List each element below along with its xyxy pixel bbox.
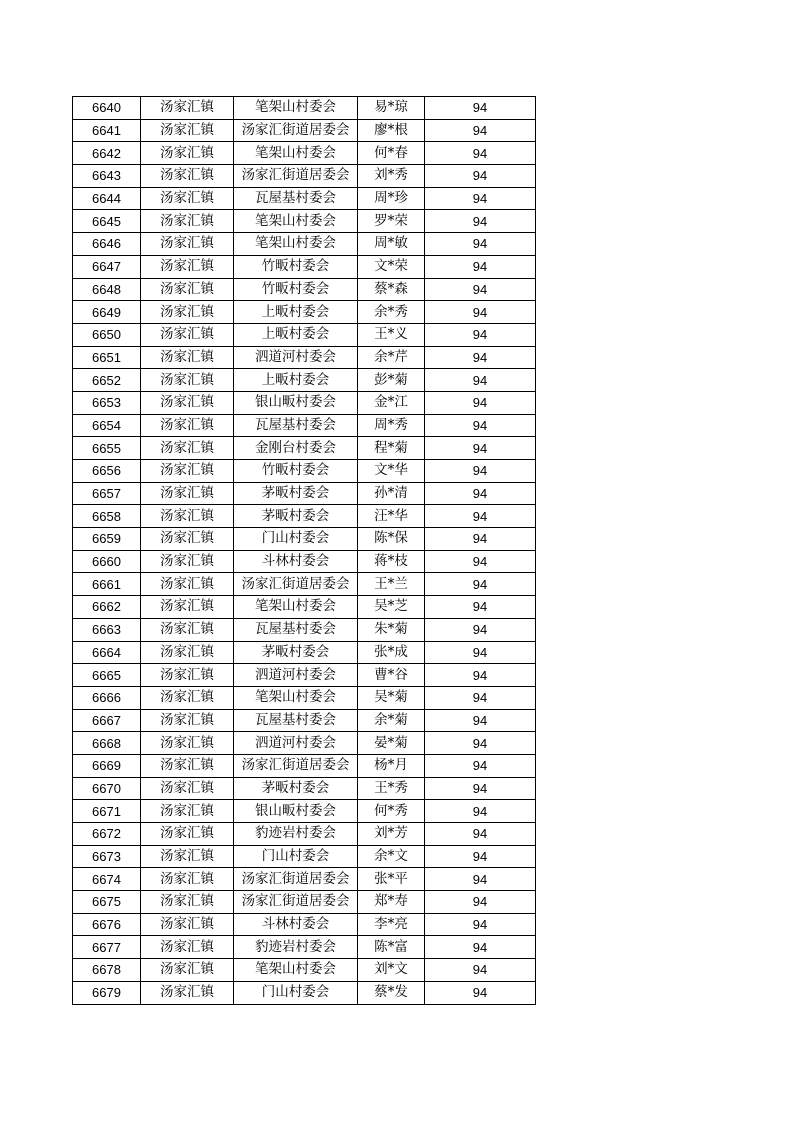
committee-cell: 上畈村委会 [234, 369, 358, 392]
serial-number-cell: 6655 [73, 437, 141, 460]
name-cell: 余*菊 [358, 709, 425, 732]
serial-number-cell: 6668 [73, 732, 141, 755]
town-cell: 汤家汇镇 [141, 460, 234, 483]
score-cell: 94 [425, 709, 536, 732]
score-cell: 94 [425, 936, 536, 959]
score-cell: 94 [425, 845, 536, 868]
serial-number-cell: 6642 [73, 142, 141, 165]
name-cell: 王*秀 [358, 777, 425, 800]
score-cell: 94 [425, 482, 536, 505]
table-row [73, 142, 536, 165]
score-cell: 94 [425, 119, 536, 142]
score-cell: 94 [425, 891, 536, 914]
serial-number-cell: 6645 [73, 210, 141, 233]
town-cell: 汤家汇镇 [141, 868, 234, 891]
town-cell: 汤家汇镇 [141, 505, 234, 528]
name-cell: 张*平 [358, 868, 425, 891]
score-cell: 94 [425, 323, 536, 346]
serial-number-cell: 6670 [73, 777, 141, 800]
score-cell: 94 [425, 959, 536, 982]
table-row [73, 800, 536, 823]
town-cell: 汤家汇镇 [141, 709, 234, 732]
name-cell: 杨*月 [358, 754, 425, 777]
name-cell: 罗*荣 [358, 210, 425, 233]
committee-cell: 上畈村委会 [234, 323, 358, 346]
town-cell: 汤家汇镇 [141, 959, 234, 982]
score-cell: 94 [425, 437, 536, 460]
table-row [73, 505, 536, 528]
table-row [73, 732, 536, 755]
committee-cell: 茅畈村委会 [234, 641, 358, 664]
table-row [73, 482, 536, 505]
serial-number-cell: 6650 [73, 323, 141, 346]
serial-number-cell: 6669 [73, 754, 141, 777]
name-cell: 何*春 [358, 142, 425, 165]
name-cell: 吴*芝 [358, 596, 425, 619]
name-cell: 刘*文 [358, 959, 425, 982]
serial-number-cell: 6676 [73, 913, 141, 936]
serial-number-cell: 6641 [73, 119, 141, 142]
committee-cell: 斗林村委会 [234, 550, 358, 573]
serial-number-cell: 6678 [73, 959, 141, 982]
name-cell: 汪*华 [358, 505, 425, 528]
serial-number-cell: 6660 [73, 550, 141, 573]
table-row [73, 528, 536, 551]
table-row [73, 868, 536, 891]
score-cell: 94 [425, 777, 536, 800]
table-row [73, 709, 536, 732]
name-cell: 程*菊 [358, 437, 425, 460]
serial-number-cell: 6673 [73, 845, 141, 868]
name-cell: 文*华 [358, 460, 425, 483]
name-cell: 郑*寿 [358, 891, 425, 914]
table-row [73, 187, 536, 210]
serial-number-cell: 6672 [73, 823, 141, 846]
committee-cell: 斗林村委会 [234, 913, 358, 936]
table-row [73, 777, 536, 800]
committee-cell: 竹畈村委会 [234, 255, 358, 278]
table-row [73, 210, 536, 233]
serial-number-cell: 6646 [73, 233, 141, 256]
town-cell: 汤家汇镇 [141, 618, 234, 641]
table-row [73, 391, 536, 414]
table-row [73, 369, 536, 392]
score-cell: 94 [425, 391, 536, 414]
town-cell: 汤家汇镇 [141, 891, 234, 914]
table-row [73, 845, 536, 868]
table-row [73, 891, 536, 914]
name-cell: 金*江 [358, 391, 425, 414]
table-row [73, 596, 536, 619]
town-cell: 汤家汇镇 [141, 278, 234, 301]
serial-number-cell: 6657 [73, 482, 141, 505]
name-cell: 何*秀 [358, 800, 425, 823]
name-cell: 蔡*发 [358, 981, 425, 1004]
table-row [73, 686, 536, 709]
table-row [73, 165, 536, 188]
town-cell: 汤家汇镇 [141, 165, 234, 188]
score-cell: 94 [425, 414, 536, 437]
score-cell: 94 [425, 664, 536, 687]
score-cell: 94 [425, 210, 536, 233]
serial-number-cell: 6661 [73, 573, 141, 596]
committee-cell: 笔架山村委会 [234, 97, 358, 120]
name-cell: 刘*芳 [358, 823, 425, 846]
serial-number-cell: 6658 [73, 505, 141, 528]
town-cell: 汤家汇镇 [141, 913, 234, 936]
serial-number-cell: 6643 [73, 165, 141, 188]
score-cell: 94 [425, 369, 536, 392]
name-cell: 朱*菊 [358, 618, 425, 641]
name-cell: 曹*谷 [358, 664, 425, 687]
committee-cell: 瓦屋基村委会 [234, 187, 358, 210]
committee-cell: 笔架山村委会 [234, 959, 358, 982]
serial-number-cell: 6675 [73, 891, 141, 914]
score-cell: 94 [425, 550, 536, 573]
score-cell: 94 [425, 97, 536, 120]
score-cell: 94 [425, 255, 536, 278]
table-row [73, 414, 536, 437]
table-row [73, 119, 536, 142]
town-cell: 汤家汇镇 [141, 437, 234, 460]
name-cell: 王*义 [358, 323, 425, 346]
table-row [73, 550, 536, 573]
table-row [73, 97, 536, 120]
committee-cell: 茅畈村委会 [234, 482, 358, 505]
committee-cell: 笔架山村委会 [234, 233, 358, 256]
name-cell: 余*芹 [358, 346, 425, 369]
name-cell: 余*文 [358, 845, 425, 868]
serial-number-cell: 6654 [73, 414, 141, 437]
serial-number-cell: 6644 [73, 187, 141, 210]
serial-number-cell: 6659 [73, 528, 141, 551]
committee-cell: 泗道河村委会 [234, 346, 358, 369]
town-cell: 汤家汇镇 [141, 528, 234, 551]
table-row [73, 641, 536, 664]
score-cell: 94 [425, 641, 536, 664]
committee-cell: 汤家汇街道居委会 [234, 573, 358, 596]
table-row [73, 255, 536, 278]
town-cell: 汤家汇镇 [141, 686, 234, 709]
serial-number-cell: 6663 [73, 618, 141, 641]
serial-number-cell: 6677 [73, 936, 141, 959]
committee-cell: 豹迹岩村委会 [234, 936, 358, 959]
committee-cell: 汤家汇街道居委会 [234, 868, 358, 891]
table-row [73, 323, 536, 346]
serial-number-cell: 6651 [73, 346, 141, 369]
name-cell: 周*珍 [358, 187, 425, 210]
table-row [73, 913, 536, 936]
name-cell: 晏*菊 [358, 732, 425, 755]
town-cell: 汤家汇镇 [141, 981, 234, 1004]
table-row [73, 460, 536, 483]
town-cell: 汤家汇镇 [141, 573, 234, 596]
town-cell: 汤家汇镇 [141, 482, 234, 505]
serial-number-cell: 6666 [73, 686, 141, 709]
serial-number-cell: 6640 [73, 97, 141, 120]
town-cell: 汤家汇镇 [141, 845, 234, 868]
name-cell: 张*成 [358, 641, 425, 664]
town-cell: 汤家汇镇 [141, 323, 234, 346]
table-row [73, 346, 536, 369]
table-row [73, 981, 536, 1004]
serial-number-cell: 6664 [73, 641, 141, 664]
committee-cell: 银山畈村委会 [234, 391, 358, 414]
committee-cell: 茅畈村委会 [234, 505, 358, 528]
committee-cell: 上畈村委会 [234, 301, 358, 324]
committee-cell: 笔架山村委会 [234, 686, 358, 709]
serial-number-cell: 6662 [73, 596, 141, 619]
town-cell: 汤家汇镇 [141, 550, 234, 573]
committee-cell: 汤家汇街道居委会 [234, 891, 358, 914]
committee-cell: 汤家汇街道居委会 [234, 165, 358, 188]
score-cell: 94 [425, 528, 536, 551]
serial-number-cell: 6648 [73, 278, 141, 301]
score-cell: 94 [425, 868, 536, 891]
name-cell: 刘*秀 [358, 165, 425, 188]
committee-cell: 笔架山村委会 [234, 596, 358, 619]
serial-number-cell: 6667 [73, 709, 141, 732]
name-cell: 蒋*枝 [358, 550, 425, 573]
score-cell: 94 [425, 165, 536, 188]
score-cell: 94 [425, 505, 536, 528]
town-cell: 汤家汇镇 [141, 641, 234, 664]
serial-number-cell: 6671 [73, 800, 141, 823]
name-cell: 易*琼 [358, 97, 425, 120]
table-row [73, 823, 536, 846]
town-cell: 汤家汇镇 [141, 800, 234, 823]
table-row [73, 959, 536, 982]
name-cell: 王*兰 [358, 573, 425, 596]
committee-cell: 汤家汇街道居委会 [234, 754, 358, 777]
town-cell: 汤家汇镇 [141, 391, 234, 414]
committee-cell: 泗道河村委会 [234, 732, 358, 755]
committee-cell: 门山村委会 [234, 845, 358, 868]
name-cell: 孙*清 [358, 482, 425, 505]
town-cell: 汤家汇镇 [141, 255, 234, 278]
town-cell: 汤家汇镇 [141, 777, 234, 800]
committee-cell: 笔架山村委会 [234, 210, 358, 233]
score-cell: 94 [425, 187, 536, 210]
committee-cell: 门山村委会 [234, 981, 358, 1004]
name-cell: 廖*根 [358, 119, 425, 142]
score-cell: 94 [425, 278, 536, 301]
table-row [73, 754, 536, 777]
name-cell: 陈*保 [358, 528, 425, 551]
score-cell: 94 [425, 754, 536, 777]
serial-number-cell: 6674 [73, 868, 141, 891]
serial-number-cell: 6653 [73, 391, 141, 414]
name-cell: 李*亮 [358, 913, 425, 936]
committee-cell: 银山畈村委会 [234, 800, 358, 823]
table-row [73, 618, 536, 641]
name-cell: 吴*菊 [358, 686, 425, 709]
score-cell: 94 [425, 460, 536, 483]
committee-cell: 竹畈村委会 [234, 460, 358, 483]
serial-number-cell: 6647 [73, 255, 141, 278]
committee-cell: 瓦屋基村委会 [234, 618, 358, 641]
score-cell: 94 [425, 618, 536, 641]
name-cell: 周*秀 [358, 414, 425, 437]
table-row [73, 936, 536, 959]
town-cell: 汤家汇镇 [141, 732, 234, 755]
committee-cell: 金刚台村委会 [234, 437, 358, 460]
table-row [73, 233, 536, 256]
town-cell: 汤家汇镇 [141, 664, 234, 687]
town-cell: 汤家汇镇 [141, 754, 234, 777]
name-cell: 余*秀 [358, 301, 425, 324]
committee-cell: 茅畈村委会 [234, 777, 358, 800]
town-cell: 汤家汇镇 [141, 823, 234, 846]
score-cell: 94 [425, 686, 536, 709]
committee-cell: 门山村委会 [234, 528, 358, 551]
committee-cell: 竹畈村委会 [234, 278, 358, 301]
committee-cell: 豹迹岩村委会 [234, 823, 358, 846]
score-cell: 94 [425, 346, 536, 369]
score-cell: 94 [425, 913, 536, 936]
serial-number-cell: 6656 [73, 460, 141, 483]
score-cell: 94 [425, 142, 536, 165]
town-cell: 汤家汇镇 [141, 596, 234, 619]
score-cell: 94 [425, 233, 536, 256]
serial-number-cell: 6665 [73, 664, 141, 687]
town-cell: 汤家汇镇 [141, 346, 234, 369]
committee-cell: 笔架山村委会 [234, 142, 358, 165]
serial-number-cell: 6679 [73, 981, 141, 1004]
table-row [73, 573, 536, 596]
town-cell: 汤家汇镇 [141, 210, 234, 233]
serial-number-cell: 6649 [73, 301, 141, 324]
score-cell: 94 [425, 573, 536, 596]
town-cell: 汤家汇镇 [141, 414, 234, 437]
committee-cell: 汤家汇街道居委会 [234, 119, 358, 142]
name-cell: 文*荣 [358, 255, 425, 278]
score-cell: 94 [425, 301, 536, 324]
town-cell: 汤家汇镇 [141, 936, 234, 959]
score-cell: 94 [425, 596, 536, 619]
town-cell: 汤家汇镇 [141, 187, 234, 210]
table-row [73, 664, 536, 687]
name-cell: 陈*富 [358, 936, 425, 959]
town-cell: 汤家汇镇 [141, 233, 234, 256]
committee-cell: 瓦屋基村委会 [234, 414, 358, 437]
table-row [73, 301, 536, 324]
town-cell: 汤家汇镇 [141, 119, 234, 142]
town-cell: 汤家汇镇 [141, 142, 234, 165]
serial-number-cell: 6652 [73, 369, 141, 392]
name-cell: 彭*菊 [358, 369, 425, 392]
table-row [73, 437, 536, 460]
score-cell: 94 [425, 823, 536, 846]
town-cell: 汤家汇镇 [141, 301, 234, 324]
table-row [73, 278, 536, 301]
name-cell: 蔡*森 [358, 278, 425, 301]
score-cell: 94 [425, 732, 536, 755]
town-cell: 汤家汇镇 [141, 369, 234, 392]
score-cell: 94 [425, 981, 536, 1004]
table-body [73, 97, 536, 1005]
name-cell: 周*敏 [358, 233, 425, 256]
score-cell: 94 [425, 800, 536, 823]
committee-cell: 泗道河村委会 [234, 664, 358, 687]
committee-cell: 瓦屋基村委会 [234, 709, 358, 732]
data-table [72, 96, 536, 1005]
town-cell: 汤家汇镇 [141, 97, 234, 120]
